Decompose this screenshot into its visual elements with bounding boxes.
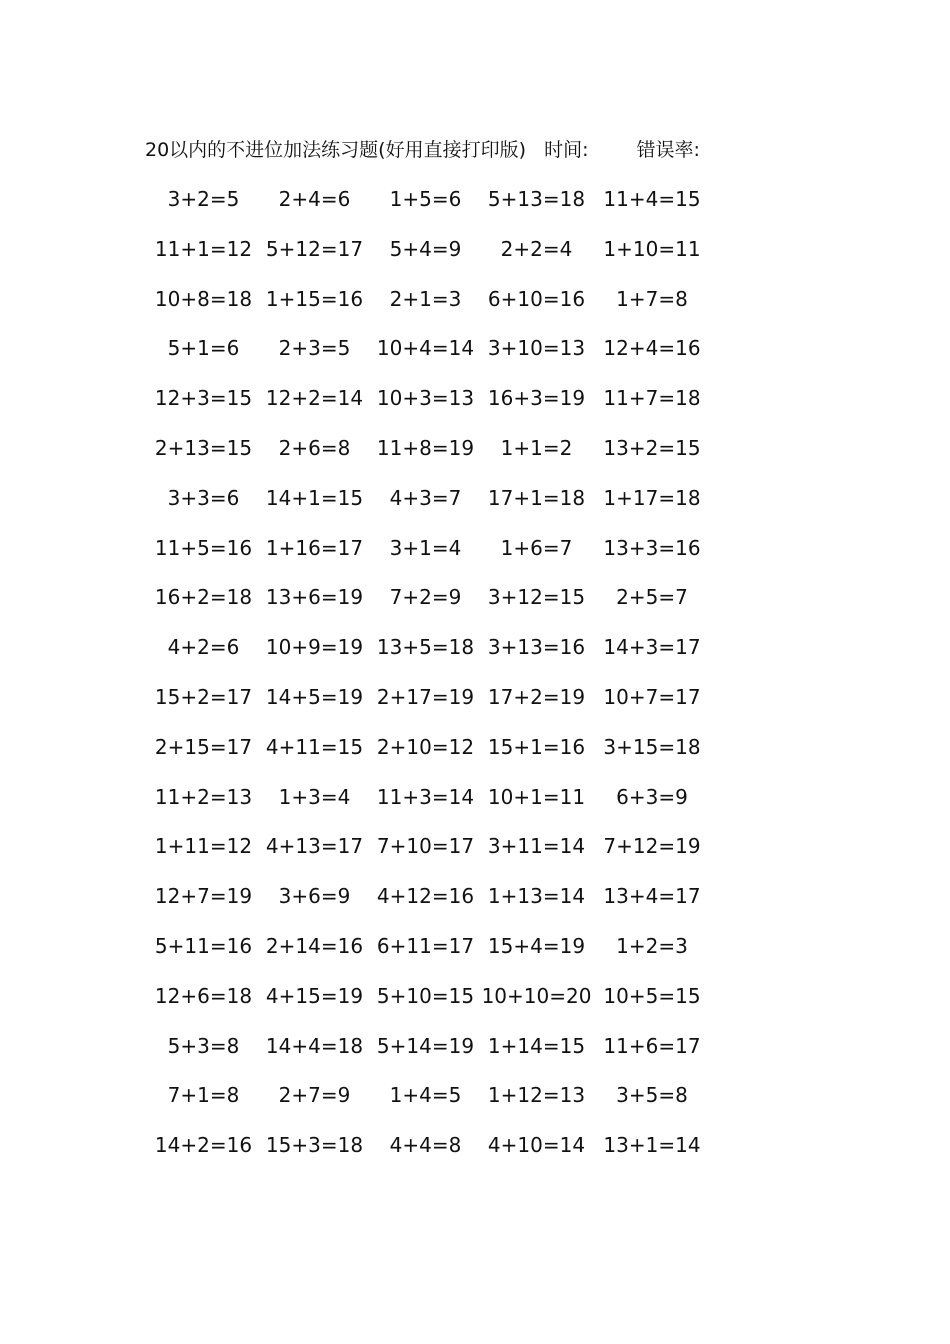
problem-item: 5+4=9: [389, 236, 462, 261]
problem-item: 11+4=15: [603, 187, 701, 211]
problem-row: [148, 882, 712, 932]
problem-item: 10+10=20: [481, 983, 592, 1008]
problem-item: 15+1=16: [487, 734, 586, 759]
problem-item: 12+6=18: [154, 983, 253, 1008]
problem-item: 12+2=14: [265, 386, 364, 411]
problem-item: 14+1=15: [265, 485, 364, 510]
problem-item: 2+14=16: [265, 933, 364, 958]
problem-item: 2+13=15: [154, 435, 253, 460]
problem-row: [148, 484, 712, 534]
problem-row: [148, 982, 712, 1032]
problem-item: 13+1=14: [603, 1133, 701, 1158]
problem-item: 15+2=17: [154, 684, 253, 709]
problem-item: 1+13=14: [487, 884, 586, 909]
problem-grid: [148, 185, 712, 1181]
problem-item: 11+1=12: [154, 236, 253, 261]
problem-item: 15+4=19: [487, 933, 586, 958]
problem-row: [148, 783, 712, 833]
problem-item: 3+13=16: [487, 635, 586, 660]
problem-item: 10+5=15: [603, 983, 701, 1008]
problem-item: 5+11=16: [154, 933, 253, 958]
problem-row: [148, 1032, 712, 1082]
problem-item: 11+2=13: [154, 784, 253, 809]
problem-item: 1+10=11: [603, 236, 701, 261]
problem-item: 5+3=8: [167, 1033, 240, 1058]
problem-item: 1+14=15: [487, 1033, 586, 1058]
problem-item: 7+1=8: [167, 1083, 240, 1108]
problem-row: [148, 334, 712, 384]
problem-item: 10+4=14: [376, 336, 475, 361]
problem-item: 10+8=18: [154, 286, 253, 311]
problem-item: 6+3=9: [616, 784, 688, 809]
problem-item: 2+7=9: [278, 1083, 351, 1108]
problem-item: 17+1=18: [487, 485, 586, 510]
problem-item: 4+10=14: [487, 1133, 586, 1158]
time-label: 时间:: [544, 139, 589, 161]
problem-item: 13+6=19: [265, 585, 364, 610]
problem-row: [148, 733, 712, 783]
problem-item: 6+10=16: [487, 286, 586, 311]
problem-item: 7+12=19: [603, 834, 701, 859]
problem-item: 4+3=7: [389, 485, 462, 510]
problem-row: [148, 285, 712, 335]
problem-item: 11+7=18: [603, 386, 701, 411]
problem-item: 6+11=17: [376, 933, 475, 958]
problem-item: 14+4=18: [265, 1033, 364, 1058]
problem-item: 10+9=19: [265, 635, 364, 660]
problem-item: 13+2=15: [603, 435, 701, 460]
problem-item: 1+5=6: [389, 187, 462, 211]
problem-item: 3+2=5: [167, 187, 240, 211]
problem-row: [148, 832, 712, 882]
problem-item: 1+3=4: [278, 784, 351, 809]
problem-item: 3+6=9: [278, 884, 351, 909]
problem-item: 1+6=7: [500, 535, 573, 560]
problem-row: [148, 583, 712, 633]
problem-row: [148, 633, 712, 683]
problem-item: 1+7=8: [616, 286, 688, 311]
problem-row: [148, 534, 712, 584]
problem-item: 1+2=3: [616, 933, 688, 958]
problem-item: 12+4=16: [603, 336, 701, 361]
problem-item: 10+7=17: [603, 684, 701, 709]
problem-item: 1+17=18: [603, 485, 701, 510]
problem-item: 2+4=6: [278, 187, 351, 211]
error-rate-label: 错误率:: [636, 139, 700, 161]
problem-item: 12+7=19: [154, 884, 253, 909]
problem-row: [148, 384, 712, 434]
problem-row: [148, 683, 712, 733]
problem-item: 5+1=6: [167, 336, 240, 361]
problem-item: 17+2=19: [487, 684, 586, 709]
problem-item: 3+11=14: [487, 834, 586, 859]
problem-item: 3+12=15: [487, 585, 586, 610]
problem-item: 1+1=2: [500, 435, 573, 460]
problem-item: 14+5=19: [265, 684, 364, 709]
problem-item: 4+2=6: [167, 635, 240, 660]
problem-item: 3+15=18: [603, 734, 701, 759]
problem-row: [148, 1131, 712, 1181]
problem-row: [148, 235, 712, 285]
problem-item: 11+6=17: [603, 1033, 701, 1058]
problem-item: 5+12=17: [265, 236, 364, 261]
problem-row: [148, 1081, 712, 1131]
problem-item: 16+2=18: [154, 585, 253, 610]
problem-item: 4+11=15: [265, 734, 364, 759]
problem-item: 5+10=15: [376, 983, 475, 1008]
problem-item: 1+4=5: [389, 1083, 462, 1108]
problem-item: 5+13=18: [487, 187, 586, 211]
problem-item: 4+4=8: [389, 1133, 462, 1158]
problem-item: 2+17=19: [376, 684, 475, 709]
problem-item: 16+3=19: [487, 386, 586, 411]
problem-row: [148, 185, 712, 235]
problem-item: 3+3=6: [167, 485, 240, 510]
problem-item: 7+2=9: [389, 585, 462, 610]
problem-item: 2+5=7: [616, 585, 688, 610]
worksheet-title: 20以内的不进位加法练习题(好用直接打印版): [145, 139, 527, 161]
problem-row: [148, 434, 712, 484]
problem-row: [148, 932, 712, 982]
problem-item: 4+13=17: [265, 834, 364, 859]
problem-item: 10+1=11: [487, 784, 586, 809]
problem-item: 3+10=13: [487, 336, 586, 361]
problem-item: 2+6=8: [278, 435, 351, 460]
problem-item: 3+1=4: [389, 535, 462, 560]
problem-item: 1+12=13: [487, 1083, 586, 1108]
problem-item: 13+5=18: [376, 635, 475, 660]
problem-item: 1+16=17: [265, 535, 364, 560]
problem-item: 10+3=13: [376, 386, 475, 411]
problem-item: 1+11=12: [154, 834, 253, 859]
problem-item: 1+15=16: [265, 286, 364, 311]
problem-item: 3+5=8: [616, 1083, 688, 1108]
problem-item: 14+2=16: [154, 1133, 253, 1158]
problem-item: 5+14=19: [376, 1033, 475, 1058]
problem-item: 11+3=14: [376, 784, 475, 809]
problem-item: 2+3=5: [278, 336, 351, 361]
problem-item: 4+12=16: [376, 884, 475, 909]
problem-item: 2+1=3: [389, 286, 462, 311]
problem-item: 2+15=17: [154, 734, 253, 759]
worksheet-header: [145, 137, 700, 163]
problem-item: 7+10=17: [376, 834, 475, 859]
problem-item: 2+10=12: [376, 734, 475, 759]
problem-item: 13+3=16: [603, 535, 701, 560]
problem-item: 11+5=16: [154, 535, 253, 560]
problem-item: 12+3=15: [154, 386, 253, 411]
problem-item: 14+3=17: [603, 635, 701, 660]
problem-item: 15+3=18: [265, 1133, 364, 1158]
problem-item: 13+4=17: [603, 884, 701, 909]
problem-item: 2+2=4: [500, 236, 573, 261]
problem-item: 4+15=19: [265, 983, 364, 1008]
problem-item: 11+8=19: [376, 435, 475, 460]
